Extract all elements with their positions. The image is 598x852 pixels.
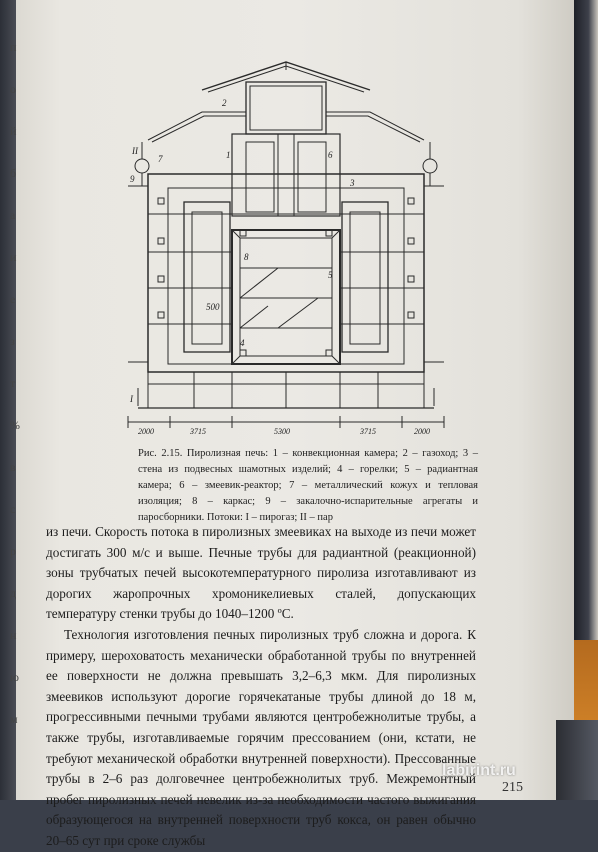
figure-label: 7 (158, 154, 163, 164)
figure-label: I (130, 394, 133, 404)
margin-fragment: б (10, 166, 17, 180)
background-corner (556, 720, 598, 800)
figure-label: 4 (240, 338, 245, 348)
dimension-label: 3715 (360, 427, 376, 436)
caption-text: Пиролизная печь: 1 – конвекционная камера; 2 – газоход; 3 – стена из подвесных шамотных изделий; 4 – горелки; 5 – радиантная камера; 6 – змеевик-реактор; 7 – металлический кожух и тепловая изоляция; 8 – каркас; 9 – закалочно-испарительные агрегаты и паросборники. Потоки: I – пирогаз; II – пар (138, 448, 478, 523)
margin-fragment: % (10, 418, 20, 432)
figure-label: II (132, 146, 138, 156)
margin-fragment: р (10, 544, 16, 558)
figure-label: 2 (222, 98, 227, 108)
dimension-label: 2000 (138, 427, 154, 436)
body-text (46, 522, 476, 852)
dimension-label: 3715 (190, 427, 206, 436)
figure-label: 9 (130, 174, 135, 184)
margin-fragment: е (10, 292, 16, 306)
watermark: labirint.ru (442, 762, 516, 779)
margin-fragment: т (10, 376, 16, 390)
margin-fragment: о (10, 82, 16, 96)
margin-fragment: д (10, 586, 17, 600)
margin-fragment: й (10, 124, 17, 138)
figure-label: 6 (328, 150, 333, 160)
margin-fragment: м (10, 712, 18, 726)
figure-label: 5 (328, 270, 333, 280)
previous-page-edge (10, 0, 38, 800)
margin-fragment: в (10, 460, 16, 474)
margin-fragment: с (10, 502, 16, 516)
page-number: 215 (502, 780, 523, 795)
pyrolysis-furnace-diagram (128, 62, 444, 436)
paragraph: Технология изготовления печных пиролизных труб сложна и дорога. К примеру, шероховатость механически обработанной трубы по внутренней ее поверхности не должна превышать 3,2–6,3 мкм. Для пиролизных змеевиков используют дорогие горячекатаные трубы длиной до 18 м, прогрессивными печными трубами являются центробежнолитые трубы, а также трубы, изготавливаемые горячим прессованием (они, кстати, не требуют механической обработки внутренней поверхности). Прессованные трубы в 2–6 раз долговечнее центробежнолитых труб. Межремонтный пробег пиролизных печей невелик из-за необходимости частого выжигания образующегося на внутренней поверхности труб кокса, он равен обычно 20–65 сут при сроке службы (46, 626, 476, 848)
margin-fragment: и (10, 250, 17, 264)
figure-label: 1 (226, 150, 231, 160)
figure-caption (138, 446, 478, 526)
caption-lead: Рис. 2.15. (138, 448, 183, 459)
margin-fragment: а (10, 208, 16, 222)
margin-fragment: н (10, 628, 17, 642)
margin-fragment: з (10, 334, 15, 348)
figure-label: 3 (350, 178, 355, 188)
margin-fragment: п (10, 40, 17, 54)
dimension-label: 5300 (274, 427, 290, 436)
figure-label: 8 (244, 252, 249, 262)
book-page (10, 0, 574, 848)
dimension-label: 2000 (414, 427, 430, 436)
figure-label: 500 (206, 302, 220, 312)
paragraph: из печи. Скорость потока в пиролизных змеевиках на выходе из печи может достигать 300 м/с и выше. Печные трубы для радиантной (реакционной) зоны трубчатых печей высокотемпературного пиролиза изготавливают из дорогих жаропрочных хромоникелиевых сталей, допускающих температуру стенки трубы до 1040–1200 ºС. (46, 524, 476, 622)
margin-fragment: ю (10, 670, 19, 684)
